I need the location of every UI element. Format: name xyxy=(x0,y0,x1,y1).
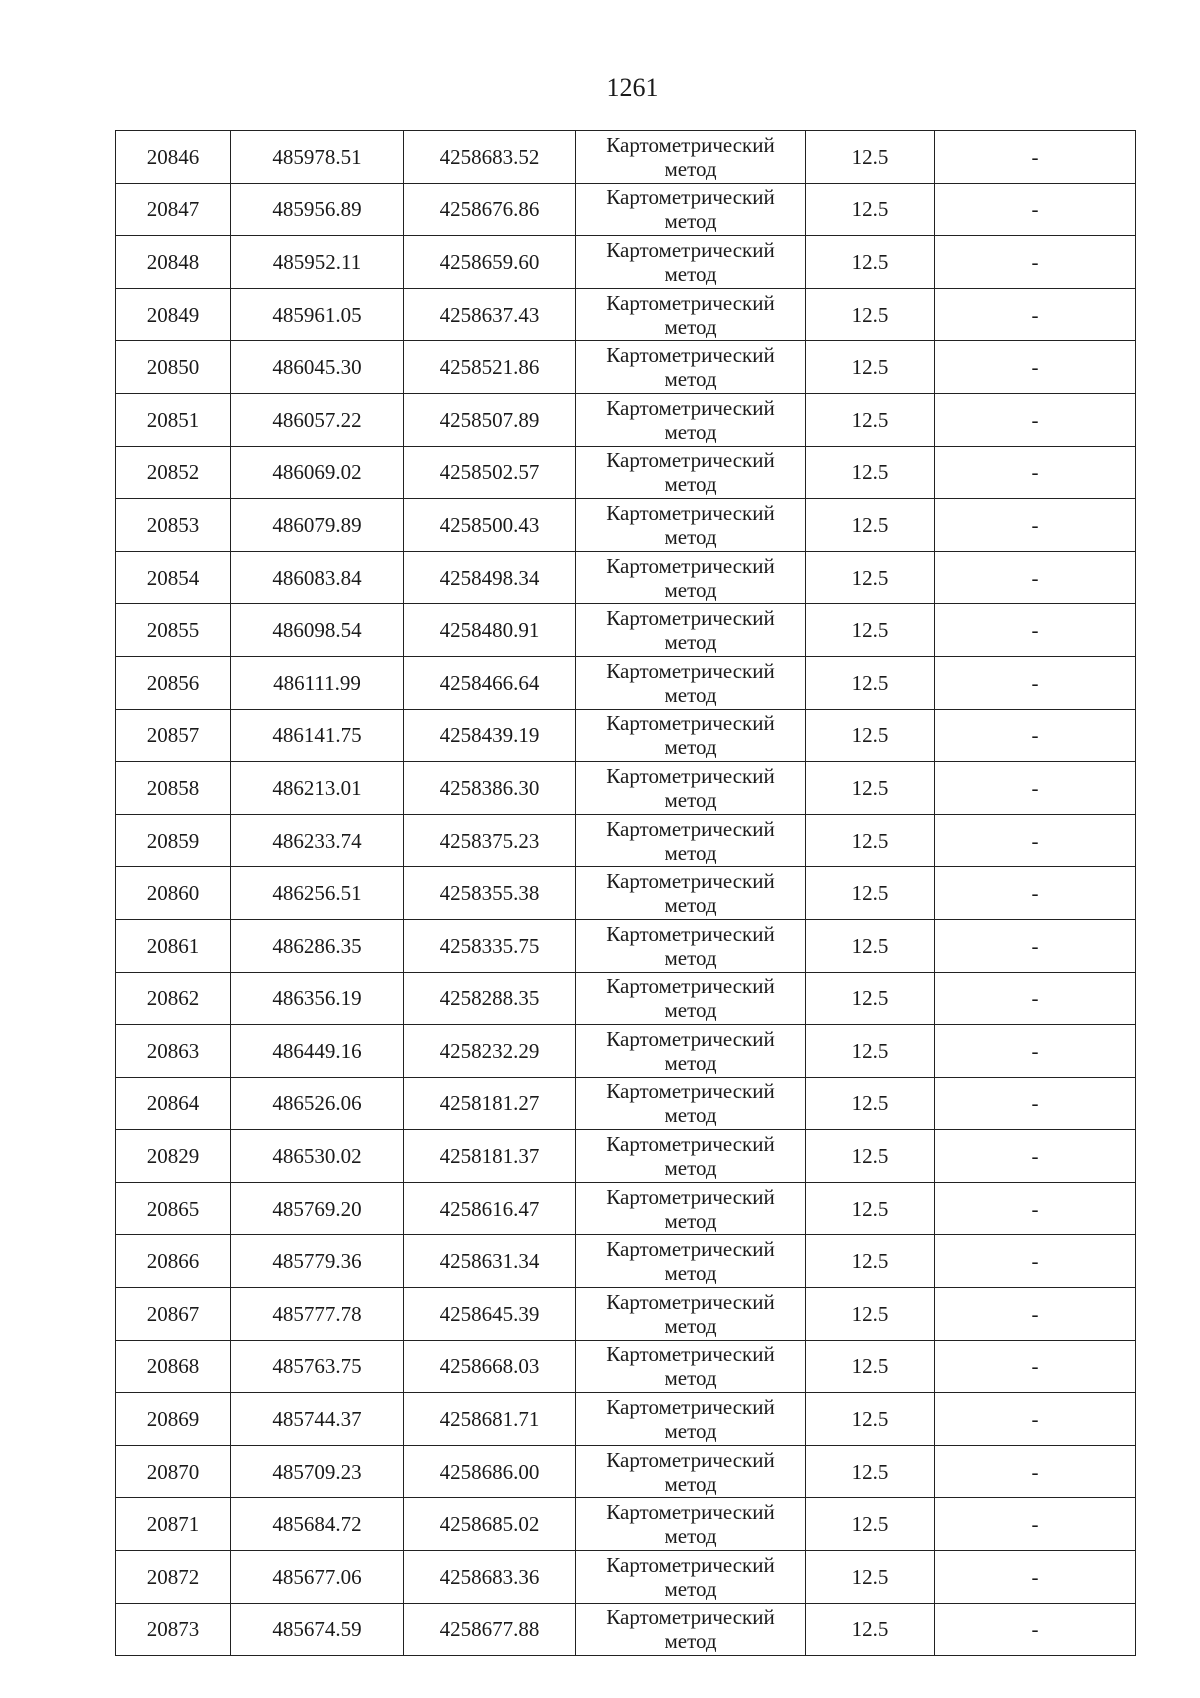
note-cell: - xyxy=(935,499,1136,552)
point-id-cell: 20873 xyxy=(116,1603,231,1656)
x-coordinate-cell: 485978.51 xyxy=(231,131,404,184)
method-cell xyxy=(576,1288,806,1341)
method-text: Картометрический xyxy=(606,658,775,683)
y-coordinate-cell: 4258683.36 xyxy=(404,1551,576,1604)
x-coordinate-cell: 485674.59 xyxy=(231,1603,404,1656)
y-coordinate-cell: 4258335.75 xyxy=(404,919,576,972)
method-text: Картометрический xyxy=(606,1132,775,1157)
note-cell: - xyxy=(935,236,1136,289)
method-text: метод xyxy=(664,472,717,497)
y-coordinate-cell: 4258521.86 xyxy=(404,341,576,394)
method-cell xyxy=(576,1235,806,1288)
y-coordinate-cell: 4258232.29 xyxy=(404,1025,576,1078)
note-cell: - xyxy=(935,131,1136,184)
point-id-cell: 20859 xyxy=(116,814,231,867)
method-text: метод xyxy=(664,1156,717,1181)
method-cell xyxy=(576,1077,806,1130)
y-coordinate-cell: 4258439.19 xyxy=(404,709,576,762)
point-id-cell: 20863 xyxy=(116,1025,231,1078)
x-coordinate-cell: 485763.75 xyxy=(231,1340,404,1393)
point-id-cell: 20856 xyxy=(116,656,231,709)
method-text: Картометрический xyxy=(606,921,775,946)
x-coordinate-cell: 486111.99 xyxy=(231,656,404,709)
table-row xyxy=(116,341,1136,394)
accuracy-cell: 12.5 xyxy=(806,1445,935,1498)
x-coordinate-cell: 485961.05 xyxy=(231,288,404,341)
table-row xyxy=(116,1288,1136,1341)
x-coordinate-cell: 486286.35 xyxy=(231,919,404,972)
table-row xyxy=(116,393,1136,446)
y-coordinate-cell: 4258386.30 xyxy=(404,762,576,815)
table-row xyxy=(116,551,1136,604)
method-cell xyxy=(576,1603,806,1656)
accuracy-cell: 12.5 xyxy=(806,1077,935,1130)
accuracy-cell: 12.5 xyxy=(806,762,935,815)
y-coordinate-cell: 4258681.71 xyxy=(404,1393,576,1446)
accuracy-cell: 12.5 xyxy=(806,867,935,920)
coordinates-table xyxy=(115,130,1136,1656)
table-row xyxy=(116,1235,1136,1288)
accuracy-cell: 12.5 xyxy=(806,1182,935,1235)
x-coordinate-cell: 486356.19 xyxy=(231,972,404,1025)
method-text: метод xyxy=(664,156,717,181)
table-row xyxy=(116,1551,1136,1604)
y-coordinate-cell: 4258507.89 xyxy=(404,393,576,446)
method-cell xyxy=(576,1393,806,1446)
method-cell xyxy=(576,131,806,184)
point-id-cell: 20846 xyxy=(116,131,231,184)
method-cell xyxy=(576,1551,806,1604)
x-coordinate-cell: 485677.06 xyxy=(231,1551,404,1604)
table-row xyxy=(116,919,1136,972)
point-id-cell: 20829 xyxy=(116,1130,231,1183)
point-id-cell: 20852 xyxy=(116,446,231,499)
y-coordinate-cell: 4258677.88 xyxy=(404,1603,576,1656)
method-text: Картометрический xyxy=(606,1237,775,1262)
point-id-cell: 20851 xyxy=(116,393,231,446)
y-coordinate-cell: 4258500.43 xyxy=(404,499,576,552)
method-text: метод xyxy=(664,1629,717,1654)
accuracy-cell: 12.5 xyxy=(806,1025,935,1078)
x-coordinate-cell: 485769.20 xyxy=(231,1182,404,1235)
x-coordinate-cell: 486530.02 xyxy=(231,1130,404,1183)
point-id-cell: 20854 xyxy=(116,551,231,604)
method-cell xyxy=(576,1498,806,1551)
point-id-cell: 20850 xyxy=(116,341,231,394)
method-text: метод xyxy=(664,577,717,602)
method-cell xyxy=(576,236,806,289)
note-cell: - xyxy=(935,1551,1136,1604)
method-text: метод xyxy=(664,1576,717,1601)
method-text: метод xyxy=(664,998,717,1023)
point-id-cell: 20871 xyxy=(116,1498,231,1551)
method-text: Картометрический xyxy=(606,343,775,368)
point-id-cell: 20861 xyxy=(116,919,231,972)
note-cell: - xyxy=(935,1077,1136,1130)
method-text: Картометрический xyxy=(606,395,775,420)
point-id-cell: 20858 xyxy=(116,762,231,815)
accuracy-cell: 12.5 xyxy=(806,604,935,657)
method-text: Картометрический xyxy=(606,606,775,631)
note-cell: - xyxy=(935,446,1136,499)
point-id-cell: 20864 xyxy=(116,1077,231,1130)
y-coordinate-cell: 4258181.27 xyxy=(404,1077,576,1130)
x-coordinate-cell: 485744.37 xyxy=(231,1393,404,1446)
x-coordinate-cell: 486079.89 xyxy=(231,499,404,552)
x-coordinate-cell: 486057.22 xyxy=(231,393,404,446)
point-id-cell: 20870 xyxy=(116,1445,231,1498)
x-coordinate-cell: 485956.89 xyxy=(231,183,404,236)
y-coordinate-cell: 4258683.52 xyxy=(404,131,576,184)
x-coordinate-cell: 486449.16 xyxy=(231,1025,404,1078)
y-coordinate-cell: 4258375.23 xyxy=(404,814,576,867)
method-text: метод xyxy=(664,367,717,392)
y-coordinate-cell: 4258498.34 xyxy=(404,551,576,604)
method-text: метод xyxy=(664,1208,717,1233)
method-text: метод xyxy=(664,1366,717,1391)
point-id-cell: 20849 xyxy=(116,288,231,341)
method-cell xyxy=(576,604,806,657)
table-row xyxy=(116,1025,1136,1078)
accuracy-cell: 12.5 xyxy=(806,1393,935,1446)
y-coordinate-cell: 4258676.86 xyxy=(404,183,576,236)
y-coordinate-cell: 4258659.60 xyxy=(404,236,576,289)
note-cell: - xyxy=(935,1130,1136,1183)
y-coordinate-cell: 4258645.39 xyxy=(404,1288,576,1341)
y-coordinate-cell: 4258616.47 xyxy=(404,1182,576,1235)
accuracy-cell: 12.5 xyxy=(806,709,935,762)
method-text: Картометрический xyxy=(606,711,775,736)
method-text: метод xyxy=(664,945,717,970)
note-cell: - xyxy=(935,1498,1136,1551)
table-row xyxy=(116,709,1136,762)
note-cell: - xyxy=(935,551,1136,604)
method-cell xyxy=(576,551,806,604)
accuracy-cell: 12.5 xyxy=(806,1235,935,1288)
method-text: метод xyxy=(664,682,717,707)
y-coordinate-cell: 4258288.35 xyxy=(404,972,576,1025)
point-id-cell: 20853 xyxy=(116,499,231,552)
table-row xyxy=(116,1498,1136,1551)
table-row xyxy=(116,1340,1136,1393)
note-cell: - xyxy=(935,183,1136,236)
method-text: Картометрический xyxy=(606,553,775,578)
x-coordinate-cell: 486083.84 xyxy=(231,551,404,604)
table-row xyxy=(116,1130,1136,1183)
point-id-cell: 20857 xyxy=(116,709,231,762)
y-coordinate-cell: 4258668.03 xyxy=(404,1340,576,1393)
table-row xyxy=(116,656,1136,709)
method-cell xyxy=(576,814,806,867)
table-row xyxy=(116,1603,1136,1656)
method-text: метод xyxy=(664,893,717,918)
accuracy-cell: 12.5 xyxy=(806,551,935,604)
y-coordinate-cell: 4258685.02 xyxy=(404,1498,576,1551)
method-text: Картометрический xyxy=(606,290,775,315)
x-coordinate-cell: 486233.74 xyxy=(231,814,404,867)
table-row xyxy=(116,1182,1136,1235)
y-coordinate-cell: 4258181.37 xyxy=(404,1130,576,1183)
method-cell xyxy=(576,288,806,341)
note-cell: - xyxy=(935,1025,1136,1078)
method-text: метод xyxy=(664,735,717,760)
method-text: Картометрический xyxy=(606,185,775,210)
method-text: Картометрический xyxy=(606,1026,775,1051)
accuracy-cell: 12.5 xyxy=(806,1551,935,1604)
note-cell: - xyxy=(935,709,1136,762)
point-id-cell: 20862 xyxy=(116,972,231,1025)
note-cell: - xyxy=(935,1603,1136,1656)
method-text: Картометрический xyxy=(606,448,775,473)
x-coordinate-cell: 485684.72 xyxy=(231,1498,404,1551)
x-coordinate-cell: 486098.54 xyxy=(231,604,404,657)
coordinates-table-body xyxy=(116,131,1136,1656)
method-cell xyxy=(576,499,806,552)
table-row xyxy=(116,183,1136,236)
point-id-cell: 20847 xyxy=(116,183,231,236)
y-coordinate-cell: 4258502.57 xyxy=(404,446,576,499)
page-number: 1261 xyxy=(606,73,659,102)
method-text: метод xyxy=(664,524,717,549)
note-cell: - xyxy=(935,1393,1136,1446)
note-cell: - xyxy=(935,919,1136,972)
accuracy-cell: 12.5 xyxy=(806,288,935,341)
method-text: Картометрический xyxy=(606,1605,775,1630)
method-text: метод xyxy=(664,209,717,234)
point-id-cell: 20868 xyxy=(116,1340,231,1393)
table-row xyxy=(116,762,1136,815)
note-cell: - xyxy=(935,972,1136,1025)
note-cell: - xyxy=(935,762,1136,815)
method-text: Картометрический xyxy=(606,1289,775,1314)
accuracy-cell: 12.5 xyxy=(806,1130,935,1183)
x-coordinate-cell: 485709.23 xyxy=(231,1445,404,1498)
note-cell: - xyxy=(935,656,1136,709)
y-coordinate-cell: 4258631.34 xyxy=(404,1235,576,1288)
y-coordinate-cell: 4258686.00 xyxy=(404,1445,576,1498)
table-row xyxy=(116,1393,1136,1446)
method-cell xyxy=(576,1340,806,1393)
method-cell xyxy=(576,867,806,920)
x-coordinate-cell: 486141.75 xyxy=(231,709,404,762)
method-text: метод xyxy=(664,1524,717,1549)
accuracy-cell: 12.5 xyxy=(806,1340,935,1393)
x-coordinate-cell: 485779.36 xyxy=(231,1235,404,1288)
accuracy-cell: 12.5 xyxy=(806,1603,935,1656)
table-row xyxy=(116,867,1136,920)
method-cell xyxy=(576,393,806,446)
point-id-cell: 20866 xyxy=(116,1235,231,1288)
accuracy-cell: 12.5 xyxy=(806,393,935,446)
table-row xyxy=(116,499,1136,552)
note-cell: - xyxy=(935,1235,1136,1288)
note-cell: - xyxy=(935,393,1136,446)
method-cell xyxy=(576,341,806,394)
table-row xyxy=(116,236,1136,289)
table-row xyxy=(116,604,1136,657)
method-text: Картометрический xyxy=(606,1552,775,1577)
method-text: метод xyxy=(664,787,717,812)
method-cell xyxy=(576,1182,806,1235)
table-row xyxy=(116,288,1136,341)
x-coordinate-cell: 485952.11 xyxy=(231,236,404,289)
note-cell: - xyxy=(935,1340,1136,1393)
method-text: метод xyxy=(664,1103,717,1128)
method-text: Картометрический xyxy=(606,1447,775,1472)
accuracy-cell: 12.5 xyxy=(806,183,935,236)
accuracy-cell: 12.5 xyxy=(806,1498,935,1551)
method-text: метод xyxy=(664,1050,717,1075)
x-coordinate-cell: 486045.30 xyxy=(231,341,404,394)
method-text: Картометрический xyxy=(606,1500,775,1525)
y-coordinate-cell: 4258355.38 xyxy=(404,867,576,920)
y-coordinate-cell: 4258480.91 xyxy=(404,604,576,657)
method-text: Картометрический xyxy=(606,1184,775,1209)
method-cell xyxy=(576,972,806,1025)
point-id-cell: 20867 xyxy=(116,1288,231,1341)
point-id-cell: 20860 xyxy=(116,867,231,920)
note-cell: - xyxy=(935,814,1136,867)
point-id-cell: 20872 xyxy=(116,1551,231,1604)
method-cell xyxy=(576,1445,806,1498)
y-coordinate-cell: 4258637.43 xyxy=(404,288,576,341)
y-coordinate-cell: 4258466.64 xyxy=(404,656,576,709)
x-coordinate-cell: 485777.78 xyxy=(231,1288,404,1341)
x-coordinate-cell: 486069.02 xyxy=(231,446,404,499)
note-cell: - xyxy=(935,1445,1136,1498)
method-text: метод xyxy=(664,840,717,865)
method-cell xyxy=(576,1130,806,1183)
method-text: Картометрический xyxy=(606,132,775,157)
accuracy-cell: 12.5 xyxy=(806,341,935,394)
point-id-cell: 20848 xyxy=(116,236,231,289)
method-text: метод xyxy=(664,630,717,655)
method-text: метод xyxy=(664,419,717,444)
method-cell xyxy=(576,709,806,762)
method-text: Картометрический xyxy=(606,763,775,788)
table-row xyxy=(116,131,1136,184)
method-text: метод xyxy=(664,1261,717,1286)
method-text: метод xyxy=(664,314,717,339)
note-cell: - xyxy=(935,604,1136,657)
method-text: Картометрический xyxy=(606,500,775,525)
method-text: Картометрический xyxy=(606,974,775,999)
accuracy-cell: 12.5 xyxy=(806,131,935,184)
note-cell: - xyxy=(935,1182,1136,1235)
method-text: метод xyxy=(664,1471,717,1496)
method-cell xyxy=(576,919,806,972)
x-coordinate-cell: 486526.06 xyxy=(231,1077,404,1130)
method-text: метод xyxy=(664,261,717,286)
method-cell xyxy=(576,183,806,236)
note-cell: - xyxy=(935,341,1136,394)
point-id-cell: 20869 xyxy=(116,1393,231,1446)
method-text: Картометрический xyxy=(606,1079,775,1104)
method-text: Картометрический xyxy=(606,237,775,262)
point-id-cell: 20855 xyxy=(116,604,231,657)
accuracy-cell: 12.5 xyxy=(806,814,935,867)
note-cell: - xyxy=(935,867,1136,920)
method-text: метод xyxy=(664,1419,717,1444)
accuracy-cell: 12.5 xyxy=(806,446,935,499)
table-row xyxy=(116,446,1136,499)
accuracy-cell: 12.5 xyxy=(806,919,935,972)
method-cell xyxy=(576,762,806,815)
table-row xyxy=(116,814,1136,867)
table-row xyxy=(116,972,1136,1025)
note-cell: - xyxy=(935,288,1136,341)
point-id-cell: 20865 xyxy=(116,1182,231,1235)
method-cell xyxy=(576,656,806,709)
accuracy-cell: 12.5 xyxy=(806,1288,935,1341)
accuracy-cell: 12.5 xyxy=(806,972,935,1025)
method-cell xyxy=(576,446,806,499)
method-text: Картометрический xyxy=(606,816,775,841)
table-row xyxy=(116,1445,1136,1498)
method-text: Картометрический xyxy=(606,869,775,894)
method-text: Картометрический xyxy=(606,1342,775,1367)
method-text: метод xyxy=(664,1313,717,1338)
note-cell: - xyxy=(935,1288,1136,1341)
x-coordinate-cell: 486213.01 xyxy=(231,762,404,815)
table-row xyxy=(116,1077,1136,1130)
method-cell xyxy=(576,1025,806,1078)
method-text: Картометрический xyxy=(606,1395,775,1420)
accuracy-cell: 12.5 xyxy=(806,499,935,552)
x-coordinate-cell: 486256.51 xyxy=(231,867,404,920)
accuracy-cell: 12.5 xyxy=(806,656,935,709)
accuracy-cell: 12.5 xyxy=(806,236,935,289)
